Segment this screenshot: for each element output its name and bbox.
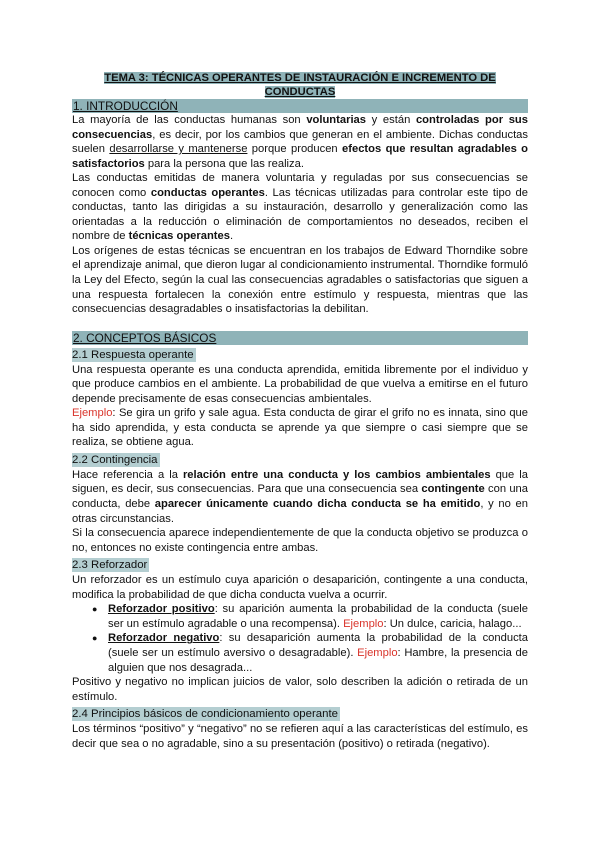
subheading-principios-basicos: 2.4 Principios básicos de condicionamiento operante [72,708,338,721]
paragraph-principios: Los términos “positivo” y “negativo” no se refieren aquí a las características del estímulo, es decir que sea o no agradable, sino a su presentación (positivo) o retirada (negativo). [72,723,528,750]
list-item-reforzador-positivo: ● Reforzador positivo: su aparición aumenta la probabilidad de la conducta (suele ser un estímulo agradable o una recompensa). Ejemplo: Un dulce, caricia, halago... [92,603,529,630]
list-item-reforzador-negativo: ● Reforzador negativo: su desaparición aumenta la probabilidad de la conducta (suele ser un estímulo aversivo o desagradable). Ejemplo: Hambre, la presencia de alguien que nos desagrada... [92,632,528,674]
paragraph-intro-2: Las conductas emitidas de manera voluntaria y reguladas por sus consecuencias se conocen como conductas operantes. Las técnicas utilizadas para controlar este tipo de conductas, tanto las dirigidas a su instauración, desarrollo y generalización como las orientadas a la reducción o eliminación de comportamientos no deseados, reciben el nombre de técnicas operantes. [72,172,528,243]
section-heading-introduccion: 1. INTRODUCCIÓN [72,99,528,113]
bullet-icon: ● [92,633,98,644]
document-title [72,72,528,99]
title-line-1: TEMA 3: TÉCNICAS OPERANTES DE INSTAURACIÓN E INCREMENTO DE [104,72,496,84]
document-page [72,72,528,751]
paragraph-positivo-negativo: Positivo y negativo no implican juicios de valor, solo describen la adición o retirada de un estímulo. [72,676,528,703]
paragraph-respuesta-operante: Una respuesta operante es una conducta aprendida, emitida libremente por el individuo y que produce cambios en el ambiente. La probabilidad de que vuelva a emitirse en el futuro depende precisamente de esas consecuencias ambientales. [72,363,528,405]
example-label: Ejemplo [72,407,113,420]
subheading-contingencia: 2.2 Contingencia [72,453,158,466]
subheading-respuesta-operante: 2.1 Respuesta operante [72,348,194,361]
paragraph-ejemplo-grifo: Ejemplo: Se gira un grifo y sale agua. Esta conducta de girar el grifo no es innata, sino que ha sido aprendida, y esta conducta se aprende ya que siempre o casi siempre que se realiza, se obtiene agua. [72,407,528,449]
section-heading-conceptos-basicos: 2. CONCEPTOS BÁSICOS [72,331,528,345]
bullet-icon: ● [92,604,98,615]
reforzador-list [72,602,528,675]
paragraph-contingencia-1: Hace referencia a la relación entre una conducta y los cambios ambientales que la siguen, es decir, sus consecuencias. Para que una consecuencia sea contingente con una conducta, debe aparecer únicamente cuando dicha conducta se ha emitido, y no en otras circunstancias. [72,468,529,525]
paragraph-reforzador: Un reforzador es un estímulo cuya aparición o desaparición, contingente a una conducta, modifica la probabilidad de que dicha conducta vuelva a ocurrir. [72,574,528,601]
subheading-reforzador: 2.3 Reforzador [72,559,148,572]
paragraph-contingencia-2: Si la consecuencia aparece independientemente de que la conducta objetivo se produzca o no, entonces no existe contingencia entre ambas. [72,527,528,554]
paragraph-intro-1: La mayoría de las conductas humanas son voluntarias y están controladas por sus consecuencias, es decir, por los cambios que generan en el ambiente. Dichas conductas suelen desarrollarse y mantenerse porque producen efectos que resultan agradables o satisfactorios para la persona que las realiza. [72,114,528,170]
paragraph-intro-3: Los orígenes de estas técnicas se encuentran en los trabajos de Edward Thorndike sobre el aprendizaje animal, que dieron lugar al condicionamiento instrumental. Thorndike formuló la Ley del Efecto, según la cual las consecuencias agradables o satisfactorias que siguen a una respuesta fortalecen la conexión entre estímulo y respuesta, mientras que las consecuencias desagradables o insatisfactorias la debilitan. [72,244,528,316]
title-line-2: CONDUCTAS [264,85,336,98]
